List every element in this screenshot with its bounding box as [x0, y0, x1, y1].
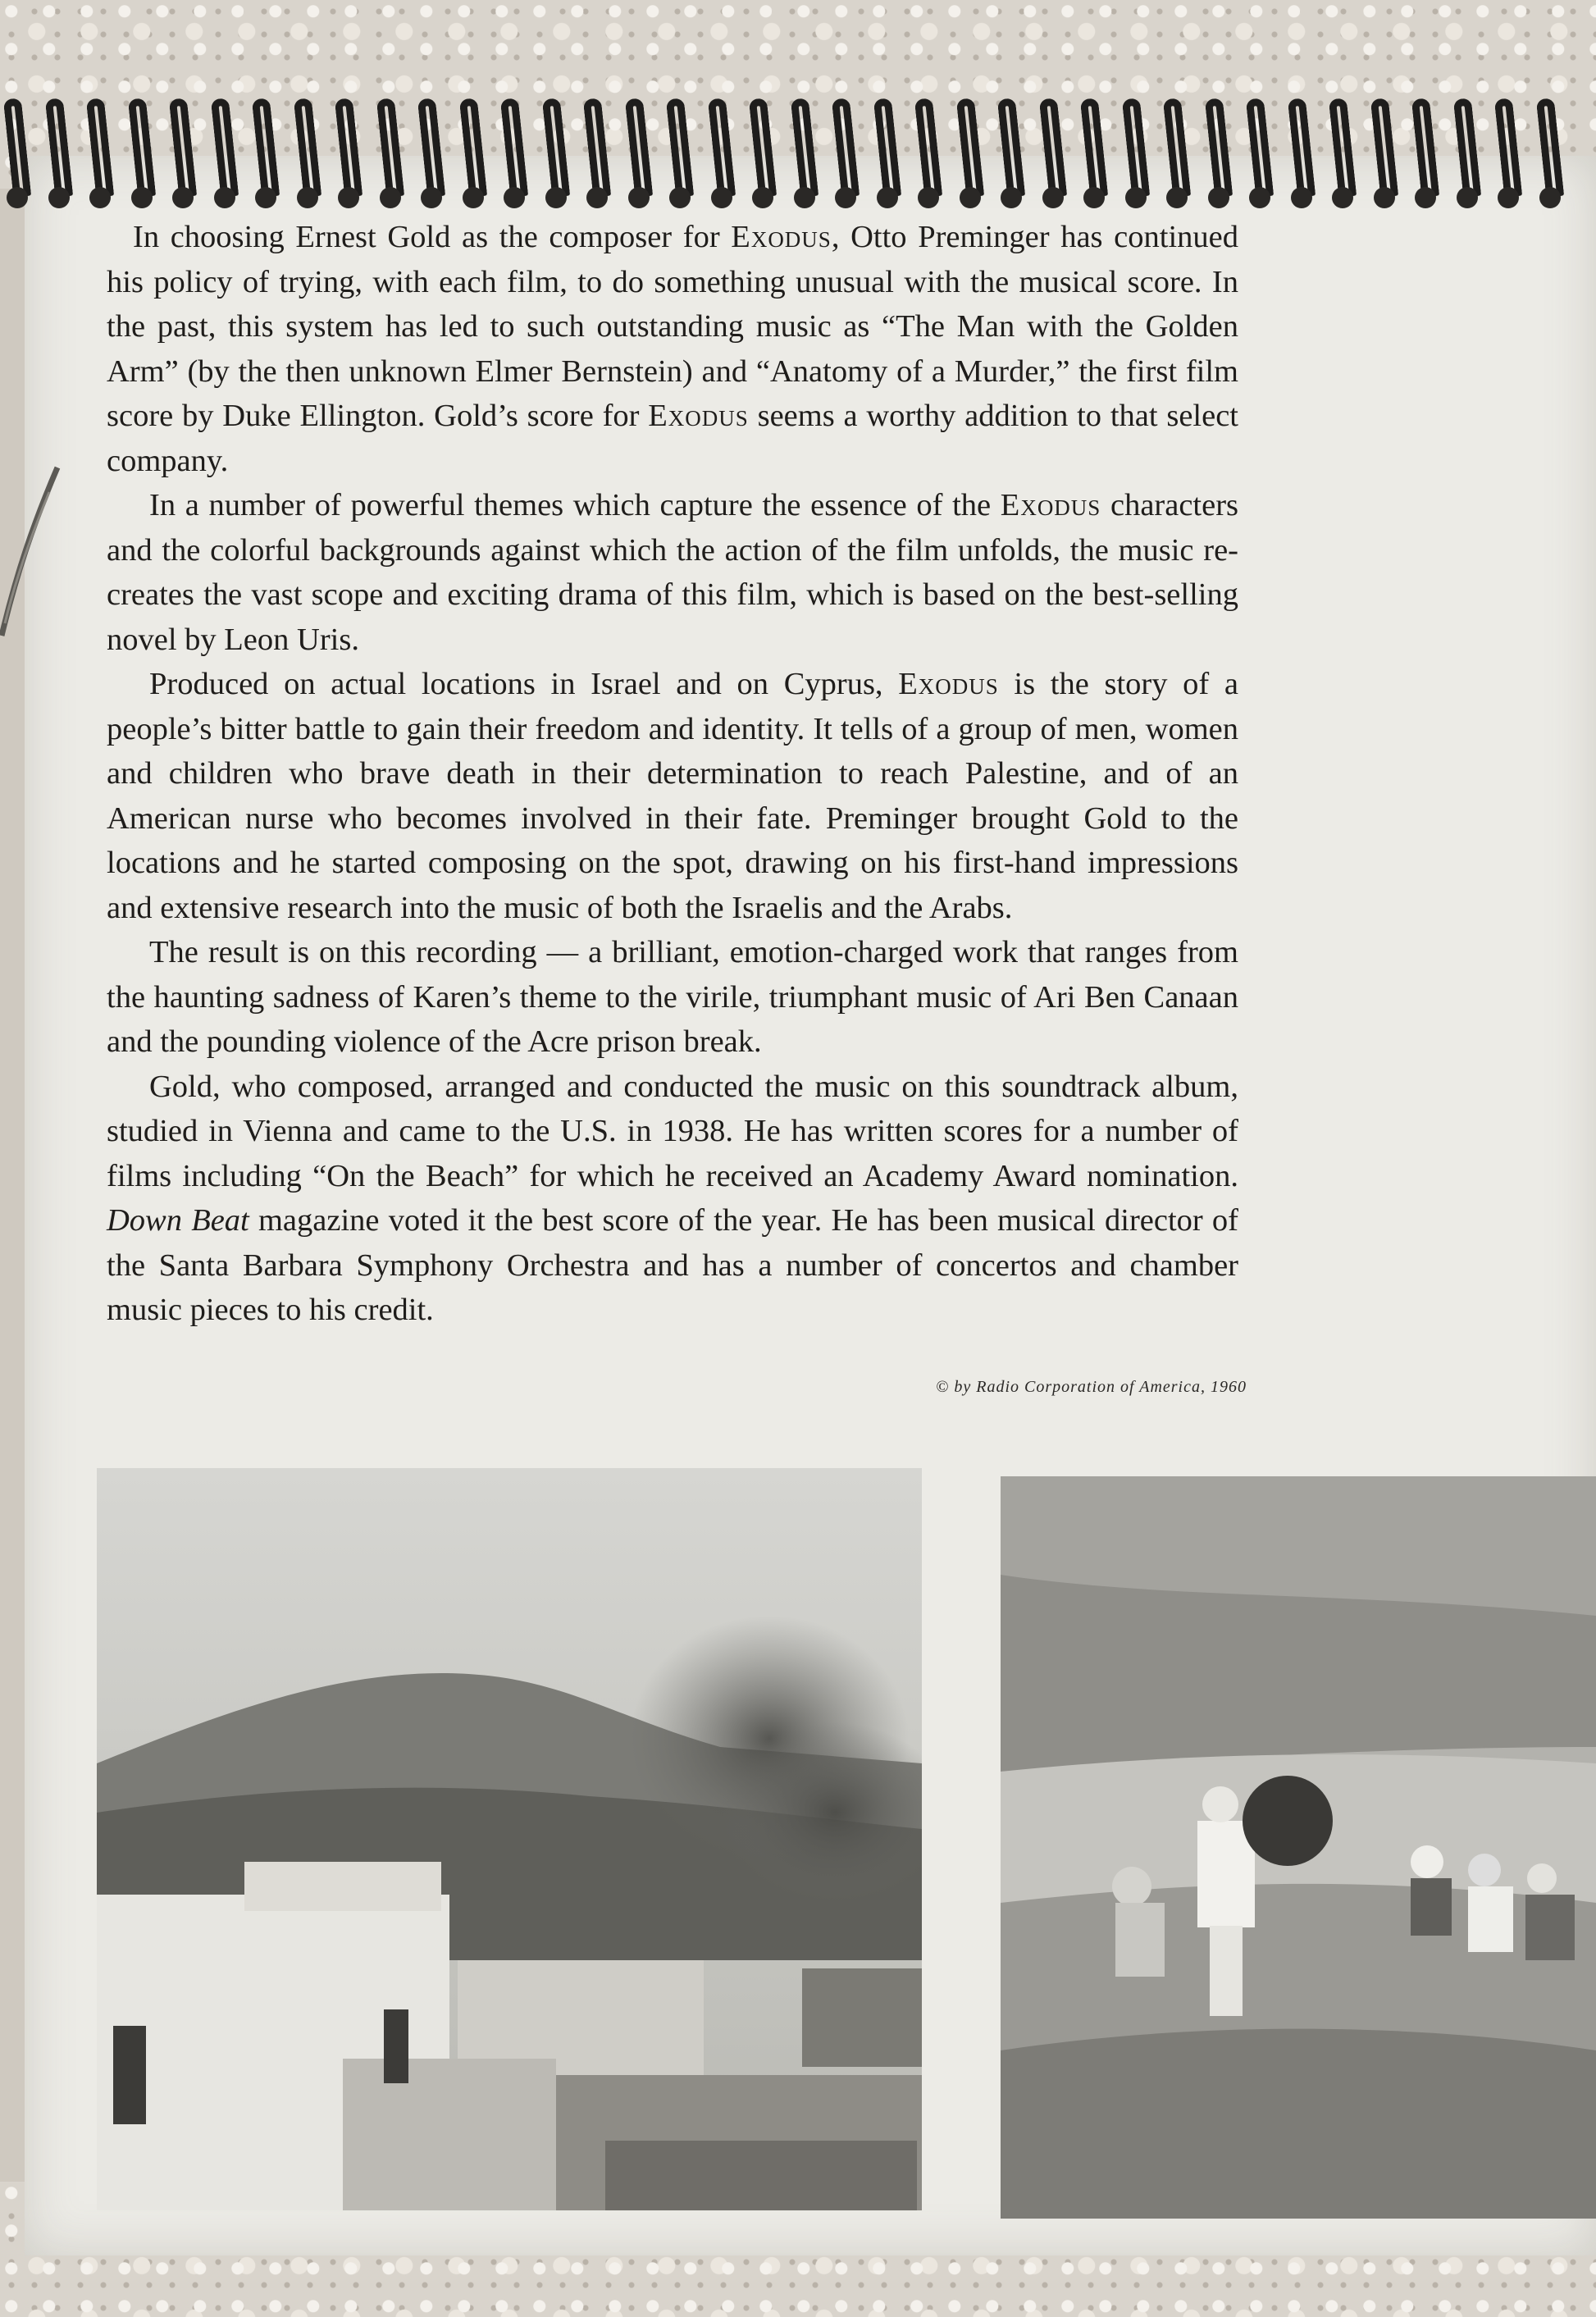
binding-ring [210, 98, 238, 198]
liner-paragraph-1: In choosing Ernest Gold as the composer for Exodus, Otto Preminger has continued his policy of trying, with each film, to do something unusual with the musical score. In the past, this system has led to such outstanding music as “The Man with the Golden Arm” (by the then unknown Elmer Bernstein) and “Anatomy of a Murder,” the first film score by Duke Ellington. Gold’s score for Exodus seems a worthy addition to that select company. [107, 220, 1238, 478]
film-crew-hillside-photo [1001, 1476, 1596, 2219]
binding-ring [1411, 98, 1439, 198]
spiral-binding [0, 98, 1596, 213]
binding-ring [1163, 98, 1191, 198]
binding-ring [955, 98, 983, 198]
binding-ring [1452, 98, 1480, 198]
binding-ring [873, 98, 901, 198]
binding-hole [172, 187, 194, 208]
binding-hole [960, 187, 981, 208]
binding-hole [1001, 187, 1022, 208]
binding-ring [997, 98, 1025, 198]
binding-hole [1291, 187, 1312, 208]
binding-hole [338, 187, 359, 208]
album-title-inline: Exodus [648, 399, 749, 433]
binding-ring [1204, 98, 1232, 198]
binding-hole [1539, 187, 1561, 208]
binding-hole [1249, 187, 1270, 208]
liner-paragraph-2: In a number of powerful themes which capture the essence of the Exodus characters and the colorful backgrounds against which the action of the film unfolds, the music re-creates the vast scope and exciting drama of this film, which is based on the best-selling novel by Leon Uris. [107, 488, 1238, 657]
binding-ring [169, 98, 197, 198]
liner-paragraph-4: The result is on this recording — a brilliant, emotion-charged work that ranges from the haunting sadness of Karen’s theme to the virile, triumphant music of Ari Ben Canaan and the pounding violence of the Acre prison break. [107, 935, 1238, 1059]
binding-ring [541, 98, 569, 198]
binding-ring [1494, 98, 1522, 198]
binding-ring [376, 98, 404, 198]
binding-hole [89, 187, 111, 208]
binding-ring [293, 98, 321, 198]
binding-ring [707, 98, 735, 198]
binding-hole [669, 187, 691, 208]
binding-hole [1042, 187, 1064, 208]
magazine-title: Down Beat [107, 1203, 249, 1238]
binding-ring [1121, 98, 1149, 198]
village-smoke-photo [97, 1468, 922, 2210]
binding-hole [7, 187, 28, 208]
binding-hole [1083, 187, 1105, 208]
binding-ring [1080, 98, 1108, 198]
binding-hole [214, 187, 235, 208]
binding-hole [1166, 187, 1188, 208]
binding-hole [711, 187, 732, 208]
binding-hole [297, 187, 318, 208]
liner-paragraph-3: Produced on actual locations in Israel and on Cyprus, Exodus is the story of a people’s bitter battle to gain their freedom and identity. It tells of a group of men, women and children who brave death in their determination to reach Palestine, and of an American nurse who becomes involved in their fate. Preminger brought Gold to the locations and he started composing on the spot, drawing on his first-hand impressions and extensive research into the music of both the Israelis and the Arabs. [107, 667, 1238, 925]
binding-hole [794, 187, 815, 208]
binding-ring [583, 98, 611, 198]
binding-ring [790, 98, 818, 198]
liner-paragraph-5: Gold, who composed, arranged and conducted the music on this soundtrack album, studied in Vienna and came to the U.S. in 1938. He has written scores for a number of films including “On the Beach” for which he received an Academy Award nomination. Down Beat magazine voted it the best score of the year. He has been musical director of the Santa Barbara Symphony Orchestra and has a number of concertos and chamber music pieces to his credit. [107, 1069, 1238, 1327]
binding-hole [628, 187, 650, 208]
binding-ring [3, 98, 31, 198]
binding-hole [1374, 187, 1395, 208]
binding-hole [1125, 187, 1147, 208]
binding-hole [752, 187, 773, 208]
liner-notes-text [107, 215, 1238, 1333]
binding-ring [1370, 98, 1398, 198]
binding-ring [1038, 98, 1066, 198]
copyright-notice: © by Radio Corporation of America, 1960 [936, 1378, 1247, 1396]
binding-hole [504, 187, 525, 208]
binding-ring [832, 98, 860, 198]
binding-hole [918, 187, 939, 208]
binding-hole [545, 187, 567, 208]
plant-stem-mark [0, 459, 66, 640]
binding-hole [1415, 187, 1436, 208]
binding-hole [380, 187, 401, 208]
binding-hole [1332, 187, 1353, 208]
album-title-inline: Exodus [898, 667, 999, 701]
binding-ring [749, 98, 777, 198]
album-title-inline: Exodus [731, 220, 832, 254]
binding-ring [417, 98, 445, 198]
binding-ring [914, 98, 942, 198]
binding-ring [86, 98, 114, 198]
binding-ring [1246, 98, 1274, 198]
binding-ring [252, 98, 280, 198]
binding-hole [131, 187, 153, 208]
binding-hole [421, 187, 442, 208]
binding-ring [1287, 98, 1315, 198]
binding-ring [1329, 98, 1357, 198]
binding-hole [255, 187, 276, 208]
binding-ring [666, 98, 694, 198]
binding-ring [500, 98, 528, 198]
binding-hole [463, 187, 484, 208]
binding-hole [1498, 187, 1519, 208]
binding-ring [1535, 98, 1563, 198]
binding-ring [624, 98, 652, 198]
binding-hole [877, 187, 898, 208]
binding-ring [458, 98, 486, 198]
binding-hole [835, 187, 856, 208]
binding-hole [1457, 187, 1478, 208]
binding-ring [127, 98, 155, 198]
binding-ring [44, 98, 72, 198]
binding-hole [48, 187, 70, 208]
binding-hole [586, 187, 608, 208]
binding-hole [1208, 187, 1229, 208]
album-title-inline: Exodus [1000, 488, 1101, 522]
binding-ring [335, 98, 363, 198]
